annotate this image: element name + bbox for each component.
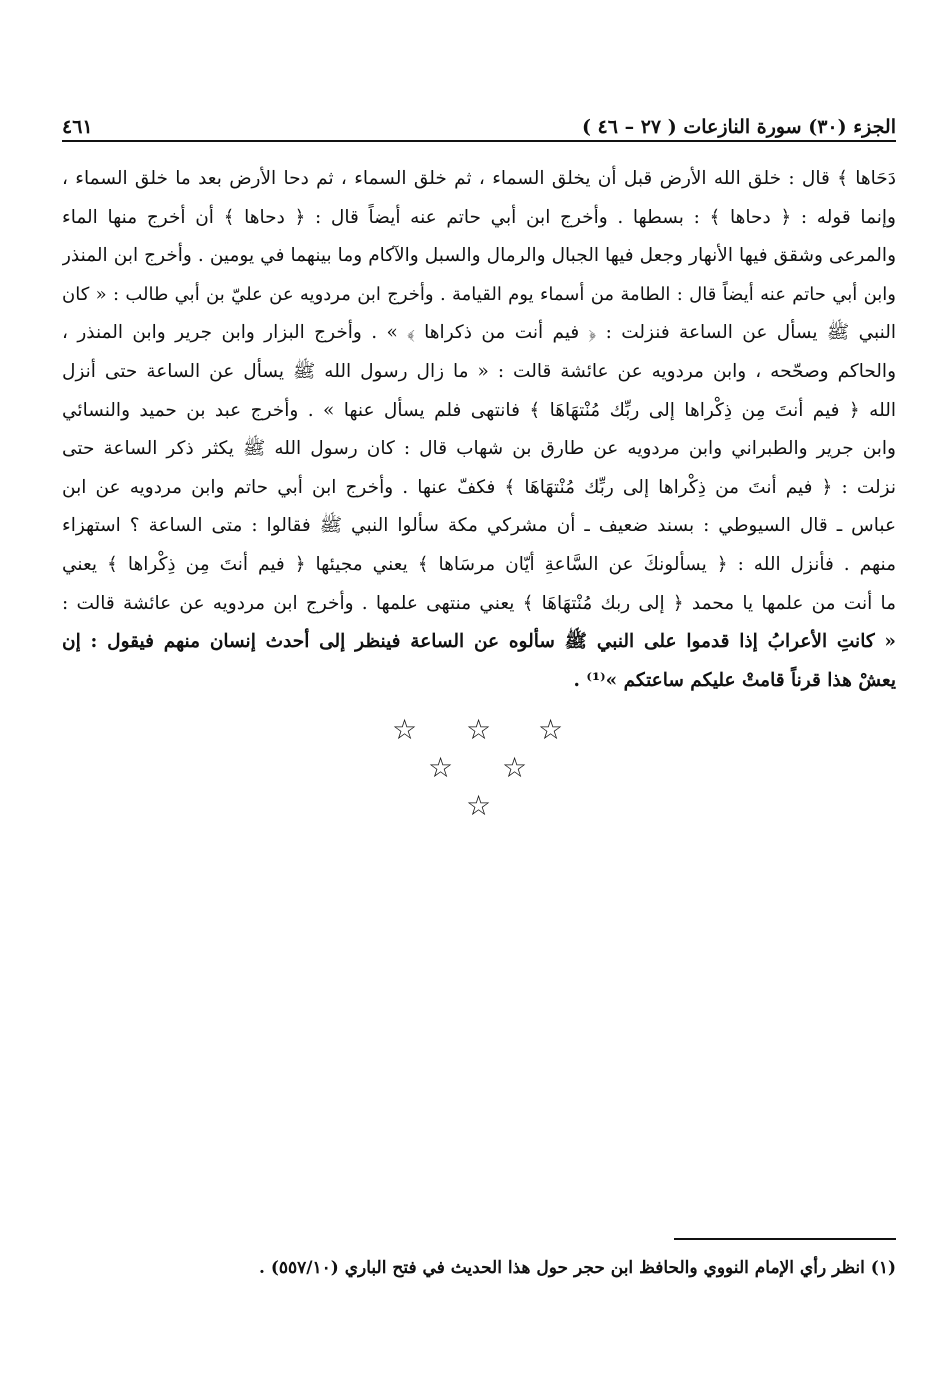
header-rule xyxy=(62,140,896,142)
text-line: دَحَاها ﴾ قال : خلق الله الأرض قبل أن يخلق السماء ، ثم خلق السماء ، ثم دحا الأرض بعد ما خلق السماء ، xyxy=(62,168,896,189)
text-line: الله ﴿ فيم أنتَ مِن ذِكْراها إلى ربِّك مُنْتهَاهَا ﴾ فانتهى فلم يسأل عنها » . وأخرج عبد بن حميد والنسائي xyxy=(62,399,896,421)
section-divider-stars xyxy=(0,710,948,830)
star-icon: ☆ xyxy=(502,751,528,784)
text-line: والحاكم وصحّحه ، وابن مردويه عن عائشة قالت : « ما زال رسول الله ﷺ يسأل عن الساعة حتى أنزل xyxy=(62,360,896,382)
text-line: النبي ﷺ يسأل عن الساعة فنزلت : ﴿ فيم أنت من ذكراها ﴾ » . وأخرج البزار وابن جرير وابن المنذر ، xyxy=(62,322,896,344)
text-line: منهم . فأنزل الله : ﴿ يسألونكَ عن السَّاعةِ أيّان مرسَاها ﴾ يعني مجيئها ﴿ فيم أنتَ مِن ذِكْراها ﴾ يعني xyxy=(62,553,896,575)
page-header xyxy=(62,104,896,138)
star-icon: ☆ xyxy=(466,789,492,822)
footnote-rule xyxy=(674,1238,896,1240)
text-line: وإنما قوله : ﴿ دحاها ﴾ : بسطها . وأخرج ابن أبي حاتم عنه أيضاً قال : ﴿ دحاها ﴾ أن أخرج منها الماء xyxy=(62,206,896,228)
text-line: ما أنت من علمها يا محمد ﴿ إلى ربك مُنْتهَاهَا ﴾ يعني منتهى علمها . وأخرج ابن مردويه عن عائشة قالت : xyxy=(62,592,896,614)
text-line: نزلت : ﴿ فيم أنتَ من ذِكْراها إلى ربِّك مُنْتهَاهَا ﴾ فكفّ عنها . وأخرج ابن أبي حاتم وابن مردويه عن ابن xyxy=(62,476,896,498)
text-line: وابن جرير والطبراني وابن مردويه عن طارق بن شهاب قال : كان رسول الله ﷺ يكثر ذكر الساعة حتى xyxy=(62,438,896,460)
text-line: وابن أبي حاتم عنه أيضاً قال : الطامة من أسماء يوم القيامة . وأخرج ابن مردويه عن عليّ بن أبي طالب : « كان xyxy=(62,283,896,305)
body-text xyxy=(62,160,896,700)
star-icon: ☆ xyxy=(428,751,454,784)
text-line-hadith-end: يعشْ هذا قرناً قامتْ عليكم ساعتكم »⁽¹⁾ . xyxy=(573,669,896,691)
star-icon: ☆ xyxy=(538,713,564,746)
text-line: عباس ـ قال السيوطي : بسند ضعيف ـ أن مشركي مكة سألوا النبي ﷺ فقالوا : متى الساعة ؟ استهزاء xyxy=(62,515,896,537)
running-title: الجزء (٣٠) سورة النازعات ( ٢٧ – ٤٦ ) xyxy=(581,116,896,138)
star-icon: ☆ xyxy=(392,713,418,746)
star-icon: ☆ xyxy=(466,713,492,746)
text-line-hadith: « كانتِ الأعرابُ إذا قدموا على النبي ﷺ سألوه عن الساعة فينظر إلى أحدث إنسان منهم فيقول : إن xyxy=(62,631,896,653)
footnote: (١) انظر رأي الإمام النووي والحافظ ابن حجر حول هذا الحديث في فتح الباري (٥٥٧/١٠) . xyxy=(259,1258,896,1278)
page-number: ٤٦١ xyxy=(62,116,93,138)
text-line: والمرعى وشقق فيها الأنهار وجعل فيها الجبال والرمال والسبل والآكام وما بينهما في يومين . وأخرج ابن المنذر xyxy=(62,245,896,267)
